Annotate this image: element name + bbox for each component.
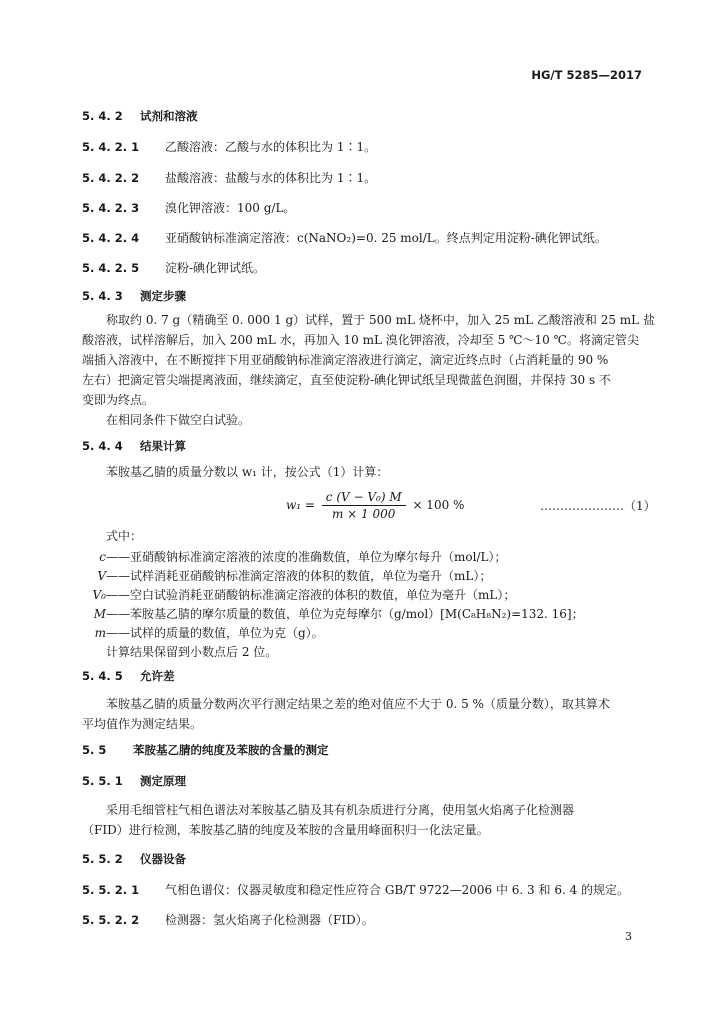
definition-c: [86, 549, 506, 565]
section-number: 5. 5: [82, 743, 107, 757]
clause-text: 溴化钾溶液：100 g/L。: [165, 201, 296, 215]
procedure-line: 端插入溶液中，在不断搅拌下用亚硝酸钠标准滴定溶液进行滴定，滴定近终点时（占消耗量的 90 %: [82, 353, 609, 367]
section-title: 仪器设备: [140, 852, 186, 866]
formula-1: [286, 490, 464, 521]
definition-text: ——空白试验消耗亚硝酸钠标准滴定溶液的体积的数值，单位为毫升（mL）；: [106, 588, 516, 602]
clause-text: 乙酸溶液：乙酸与水的体积比为 1∶1。: [165, 140, 377, 154]
section-number: 5. 4. 4: [82, 439, 123, 453]
section-5-4-3: [82, 288, 186, 304]
definition-symbol: m: [94, 626, 106, 640]
section-5-5-1: [82, 773, 186, 789]
formula-lhs: w₁ =: [286, 498, 315, 512]
definition-text: ——试样的质量的数值，单位为克（g）。: [106, 626, 324, 640]
procedure-line: 酸溶液，试样溶解后，加入 200 mL 水，再加入 10 mL 溴化钾溶液，冷却至 5 ℃～10 ℃。将滴定管尖: [82, 333, 639, 347]
section-title: 测定原理: [140, 774, 186, 788]
procedure-line: 左右）把滴定管尖端提离液面，继续滴定，直至使淀粉-碘化钾试纸呈现微蓝色润圈，并保持 30 s 不: [82, 373, 611, 387]
definition-m-molar: [86, 606, 584, 622]
definition-text: ——苯胺基乙腈的摩尔质量的数值，单位为克每摩尔（g/mol）[M(C₈H₈N₂)=132. 16]；: [106, 607, 584, 621]
formula-fraction: [322, 490, 406, 521]
clause-text: 检测器：氢火焰离子化检测器（FID）。: [165, 913, 374, 927]
definition-text: ——试样消耗亚硝酸钠标准滴定溶液的体积的数值，单位为毫升（mL）；: [106, 569, 492, 583]
procedure-line: 变即为终点。: [82, 393, 155, 407]
section-number: 5. 4. 3: [82, 289, 123, 303]
document-number: HG/T 5285—2017: [531, 68, 642, 82]
section-title: 允许差: [140, 669, 175, 683]
section-5-5: [82, 742, 329, 758]
clause-number: 5. 5. 2. 1: [82, 883, 140, 897]
section-5-5-2: [82, 851, 186, 867]
definition-symbol: c: [99, 550, 106, 564]
clause-5-4-2-2: [82, 170, 376, 186]
where-label: 式中：: [106, 529, 143, 543]
principle-line: 采用毛细管柱气相色谱法对苯胺基乙腈及其有机杂质进行分离，使用氢火焰离子化检测器: [106, 803, 575, 817]
section-5-4-2: [82, 108, 198, 124]
tolerance-line: 苯胺基乙腈的质量分数两次平行测定结果之差的绝对值应不大于 0. 5 %（质量分数），取其算术: [106, 697, 610, 711]
clause-5-4-2-5: [82, 260, 265, 276]
clause-number: 5. 4. 2. 5: [82, 261, 140, 275]
equation-number: …………………（1）: [540, 499, 656, 513]
principle-line: （FID）进行检测，苯胺基乙腈的纯度及苯胺的含量用峰面积归一化法定量。: [82, 823, 489, 837]
definition-v: [86, 568, 491, 584]
section-number: 5. 4. 2: [82, 109, 123, 123]
section-number: 5. 5. 1: [82, 774, 123, 788]
clause-5-5-2-2: [82, 912, 374, 928]
rounding-note: 计算结果保留到小数点后 2 位。: [106, 645, 278, 659]
clause-text: 淀粉-碘化钾试纸。: [165, 261, 266, 275]
clause-text: 盐酸溶液：盐酸与水的体积比为 1∶1。: [165, 171, 377, 185]
section-title: 测定步骤: [140, 289, 186, 303]
definition-m-mass: [86, 625, 324, 641]
definition-symbol: V₀: [92, 588, 106, 602]
clause-text: 气相色谱仪：仪器灵敏度和稳定性应符合 GB/T 9722—2006 中 6. 3 和 6. 4 的规定。: [165, 883, 630, 897]
formula-denominator: m × 1 000: [331, 507, 396, 521]
section-title: 试剂和溶液: [140, 109, 198, 123]
clause-number: 5. 4. 2. 4: [82, 231, 140, 245]
clause-number: 5. 4. 2. 2: [82, 171, 140, 185]
section-title: 结果计算: [140, 439, 186, 453]
formula-numerator: c (V − V₀) M: [322, 490, 406, 506]
clause-number: 5. 4. 2. 1: [82, 140, 140, 154]
definition-v0: [86, 587, 515, 603]
section-5-4-5: [82, 668, 175, 684]
page-number: 3: [625, 930, 632, 943]
clause-number: 5. 4. 2. 3: [82, 201, 140, 215]
tolerance-line: 平均值作为测定结果。: [82, 717, 203, 731]
section-5-4-4: [82, 438, 186, 454]
clause-5-4-2-1: [82, 139, 376, 155]
clause-5-4-2-3: [82, 200, 295, 216]
procedure-line: 称取约 0. 7 g（精确至 0. 000 1 g）试样，置于 500 mL 烧杯中，加入 25 mL 乙酸溶液和 25 mL 盐: [106, 313, 655, 327]
clause-5-4-2-4: [82, 230, 607, 246]
section-title: 苯胺基乙腈的纯度及苯胺的含量的测定: [133, 743, 329, 757]
definition-text: ——亚硝酸钠标准滴定溶液的浓度的准确数值，单位为摩尔每升（mol/L）；: [106, 550, 507, 564]
formula-rhs: × 100 %: [412, 498, 465, 512]
clause-text: 亚硝酸钠标准滴定溶液：c(NaNO₂)=0. 25 mol/L。终点判定用淀粉-碘化钾试纸。: [165, 231, 607, 245]
clause-number: 5. 5. 2. 2: [82, 913, 140, 927]
calculation-intro: 苯胺基乙腈的质量分数以 w₁ 计，按公式（1）计算：: [106, 465, 389, 479]
procedure-line: 在相同条件下做空白试验。: [106, 413, 251, 427]
section-number: 5. 4. 5: [82, 669, 123, 683]
definition-symbol: V: [97, 569, 106, 583]
definition-symbol: M: [93, 607, 106, 621]
section-number: 5. 5. 2: [82, 852, 123, 866]
clause-5-5-2-1: [82, 882, 629, 898]
